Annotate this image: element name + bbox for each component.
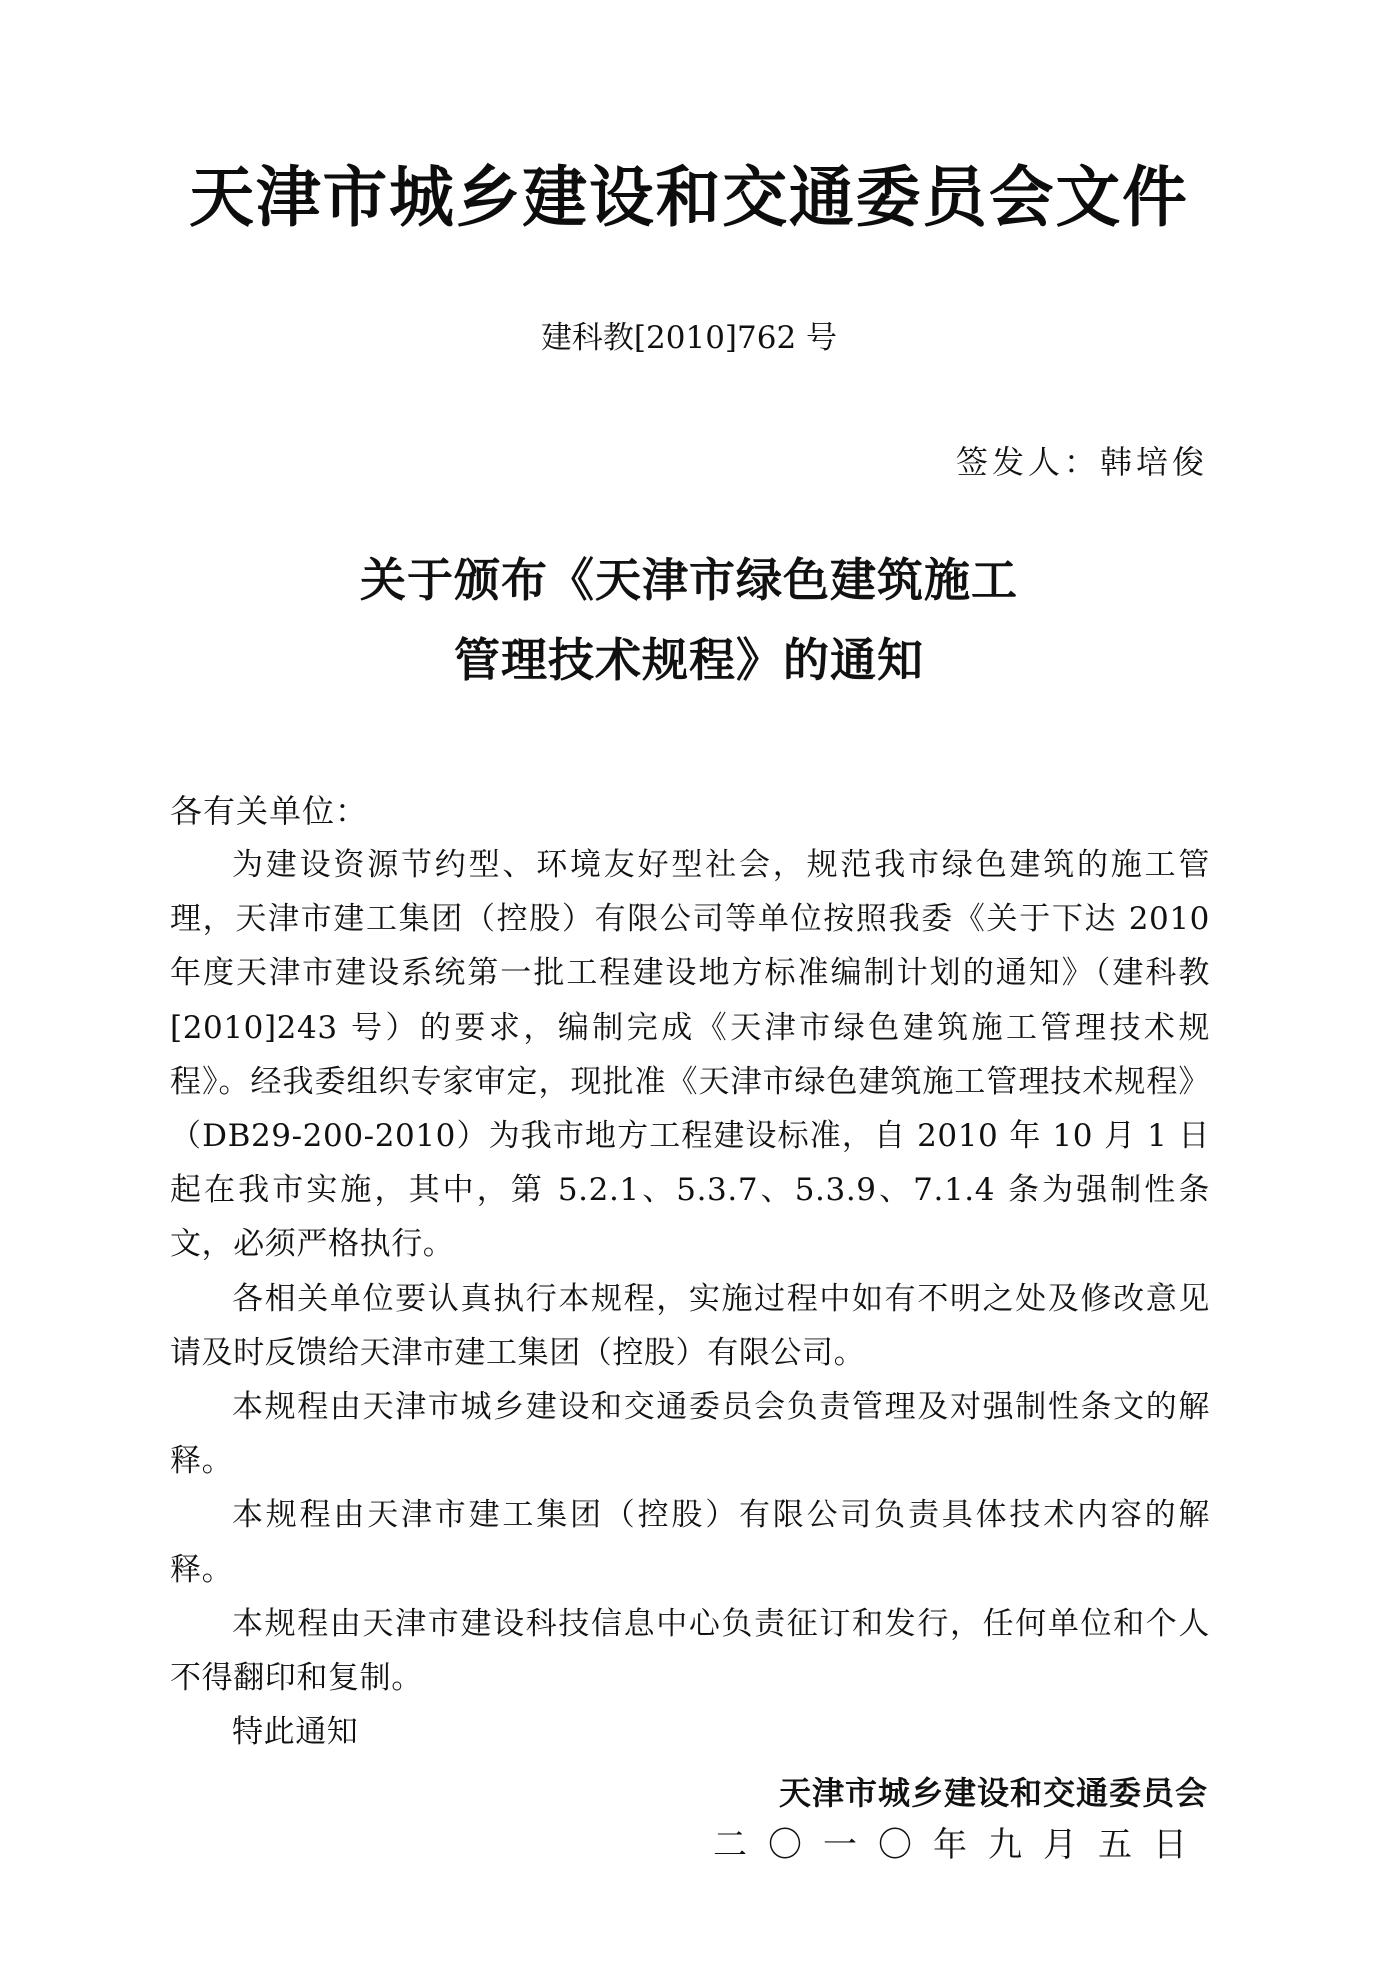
notice-title	[0, 540, 1378, 700]
body-paragraph: 本规程由天津市建工集团（控股）有限公司负责具体技术内容的解释。	[170, 1497, 1210, 1588]
notice-title-line-2: 管理技术规程》的通知	[454, 633, 924, 687]
body-paragraph: 本规程由天津市城乡建设和交通委员会负责管理及对强制性条文的解释。	[170, 1389, 1210, 1480]
document-body	[170, 838, 1210, 1759]
body-paragraph: 各相关单位要认真执行本规程，实施过程中如有不明之处及修改意见请及时反馈给天津市建工集团（控股）有限公司。	[170, 1280, 1210, 1371]
closing-line: 特此通知	[232, 1714, 359, 1751]
body-paragraph: 为建设资源节约型、环境友好型社会，规范我市绿色建筑的施工管理，天津市建工集团（控股）有限公司等单位按照我委《关于下达 2010 年度天津市建设系统第一批工程建设地方标准编制计划的通知》（建科教[2010]243 号）的要求，编制完成《天津市绿色建筑施工管理技术规程》。经我委组织专家审定，现批准《天津市绿色建筑施工管理技术规程》（DB29-200-2010）为我市地方工程建设标准，自 2010 年 10 月 1 日起在我市实施，其中，第 5.2.1、5.3.7、5.3.9、7.1.4 条为强制性条文，必须严格执行。	[170, 847, 1210, 1263]
signature-organization: 天津市城乡建设和交通委员会	[778, 1774, 1208, 1812]
body-paragraph: 本规程由天津市建设科技信息中心负责征订和发行，任何单位和个人不得翻印和复制。	[170, 1605, 1210, 1697]
document-number: 建科教[2010]762 号	[540, 320, 838, 356]
document-header-title: 天津市城乡建设和交通委员会文件	[189, 159, 1189, 236]
signature-date: 二〇一〇年九月五日	[713, 1825, 1208, 1865]
salutation: 各有关单位：	[170, 792, 369, 830]
notice-title-line-1: 关于颁布《天津市绿色建筑施工	[360, 553, 1018, 607]
signer-line: 签发人：韩培俊	[955, 443, 1208, 481]
